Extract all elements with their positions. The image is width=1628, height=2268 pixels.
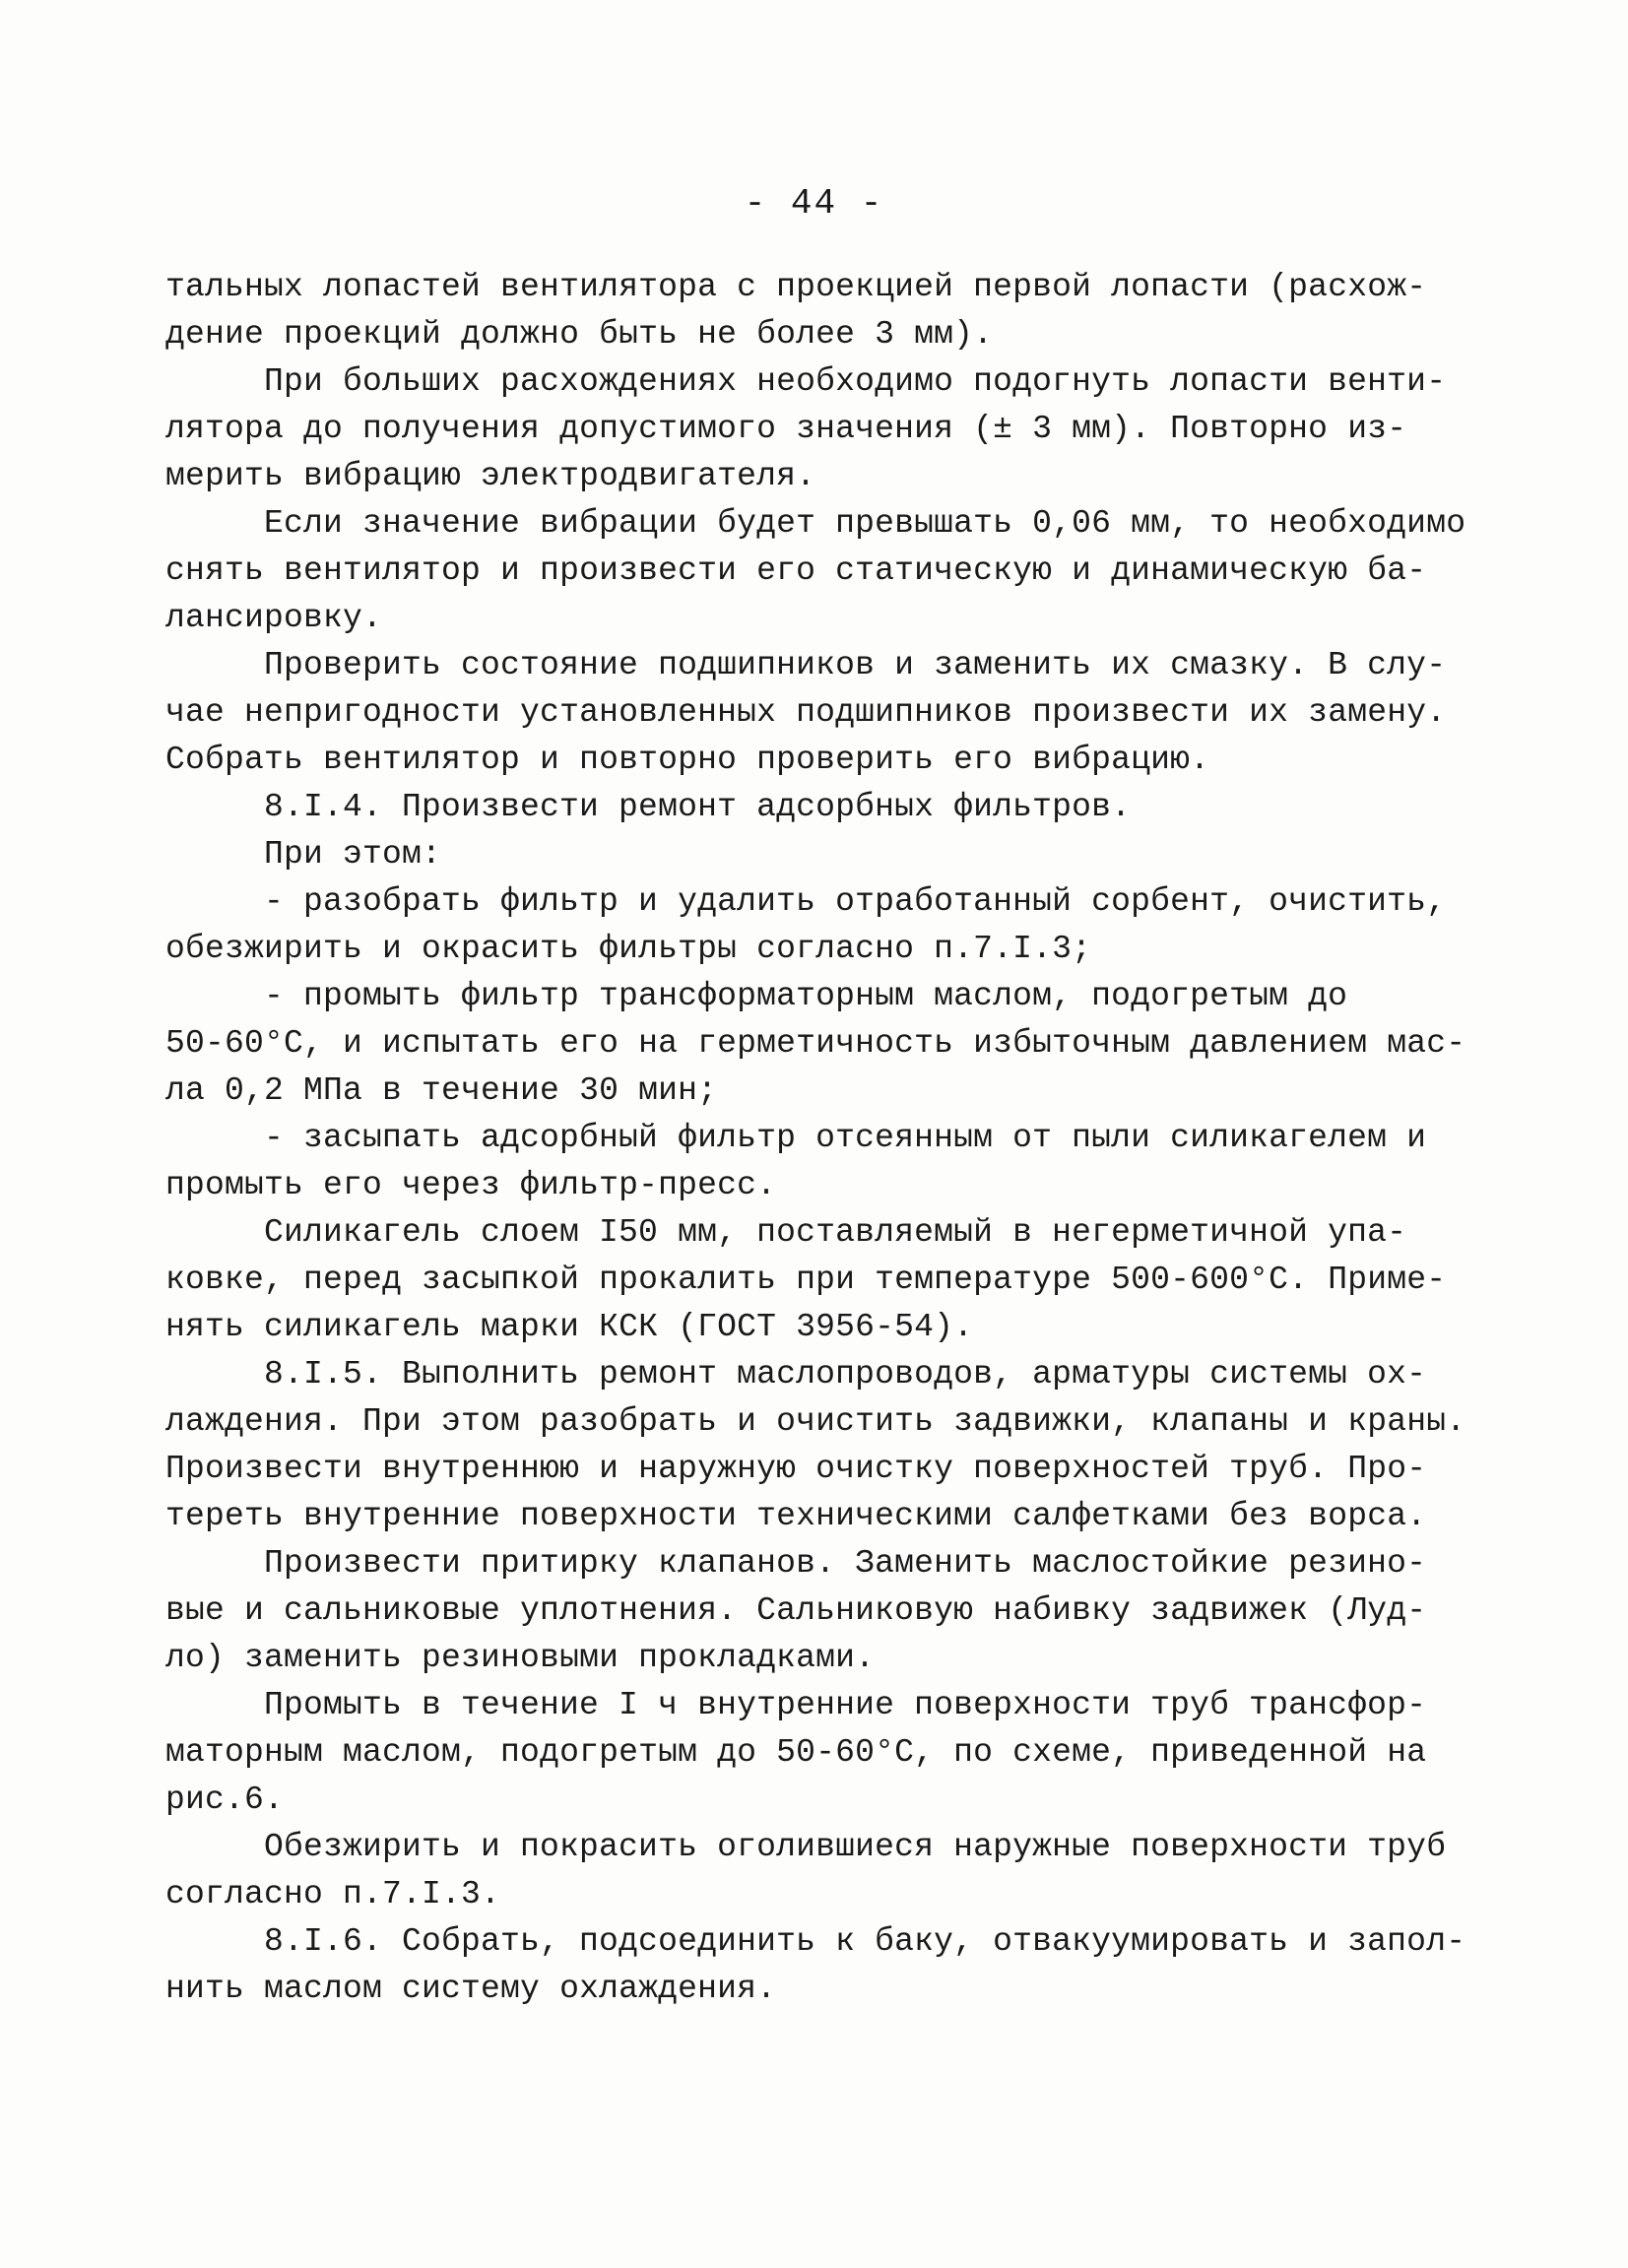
- text-line: ковке, перед засыпкой прокалить при температуре 500-600°С. Приме-: [165, 1262, 1447, 1298]
- text-line: лансировку.: [165, 600, 383, 636]
- text-line: тереть внутренние поверхности техническими салфетками без ворса.: [165, 1498, 1427, 1534]
- text-line: Собрать вентилятор и повторно проверить его вибрацию.: [165, 742, 1210, 778]
- text-line: рис.6.: [165, 1782, 285, 1818]
- text-line: 50-60°С, и испытать его на герметичность избыточным давлением мас-: [165, 1025, 1466, 1062]
- text-line: Проверить состояние подшипников и заменить их смазку. В слу-: [264, 647, 1447, 683]
- text-line: Если значение вибрации будет превышать 0,06 мм, то необходимо: [264, 505, 1466, 542]
- text-line: ла 0,2 МПа в течение 30 мин;: [165, 1072, 718, 1109]
- text-line: При больших расхождениях необходимо подогнуть лопасти венти-: [264, 363, 1447, 400]
- text-line: тальных лопастей вентилятора с проекцией первой лопасти (расхож-: [165, 269, 1427, 305]
- text-line: дение проекций должно быть не более 3 мм).: [165, 316, 994, 353]
- page-number: - 44 -: [744, 183, 884, 224]
- text-line: согласно п.7.I.3.: [165, 1876, 501, 1912]
- text-line: Промыть в течение I ч внутренние поверхности труб трансфор-: [264, 1687, 1427, 1723]
- text-line: 8.I.6. Собрать, подсоединить к баку, отвакуумировать и запол-: [264, 1923, 1466, 1960]
- text-line: Силикагель слоем I50 мм, поставляемый в негерметичной упа-: [264, 1214, 1407, 1251]
- text-line: - промыть фильтр трансформаторным маслом, подогретым до: [264, 978, 1348, 1014]
- text-line: вые и сальниковые уплотнения. Сальниковую набивку задвижек (Луд-: [165, 1592, 1427, 1629]
- text-line: ло) заменить резиновыми прокладками.: [165, 1640, 876, 1676]
- text-line: лаждения. При этом разобрать и очистить задвижки, клапаны и краны.: [165, 1403, 1466, 1440]
- text-line: маторным маслом, подогретым до 50-60°С, по схеме, приведенной на: [165, 1734, 1427, 1771]
- text-line: мерить вибрацию электродвигателя.: [165, 458, 816, 494]
- text-line: обезжирить и окрасить фильтры согласно п.7.I.3;: [165, 931, 1092, 967]
- text-line: - разобрать фильтр и удалить отработанный сорбент, очистить,: [264, 883, 1447, 920]
- text-line: лятора до получения допустимого значения (± 3 мм). Повторно из-: [165, 411, 1407, 447]
- text-line: промыть его через фильтр-пресс.: [165, 1167, 777, 1203]
- text-line: Произвести притирку клапанов. Заменить маслостойкие резино-: [264, 1545, 1427, 1582]
- text-line: нять силикагель марки КСК (ГОСТ 3956-54).: [165, 1309, 974, 1345]
- text-line: При этом:: [264, 836, 442, 873]
- text-line: - засыпать адсорбный фильтр отсеянным от пыли силикагелем и: [264, 1120, 1427, 1156]
- text-line: Произвести внутреннюю и наружную очистку поверхностей труб. Про-: [165, 1451, 1427, 1487]
- text-line: 8.I.5. Выполнить ремонт маслопроводов, арматуры системы ох-: [264, 1356, 1427, 1393]
- body-text: [165, 264, 1485, 2013]
- text-line: 8.I.4. Произвести ремонт адсорбных фильтров.: [264, 789, 1132, 825]
- text-line: нить маслом систему охлаждения.: [165, 1971, 777, 2007]
- text-line: снять вентилятор и произвести его статическую и динамическую ба-: [165, 552, 1427, 589]
- text-line: Обезжирить и покрасить оголившиеся наружные поверхности труб: [264, 1829, 1447, 1865]
- text-line: чае непригодности установленных подшипников произвести их замену.: [165, 694, 1447, 731]
